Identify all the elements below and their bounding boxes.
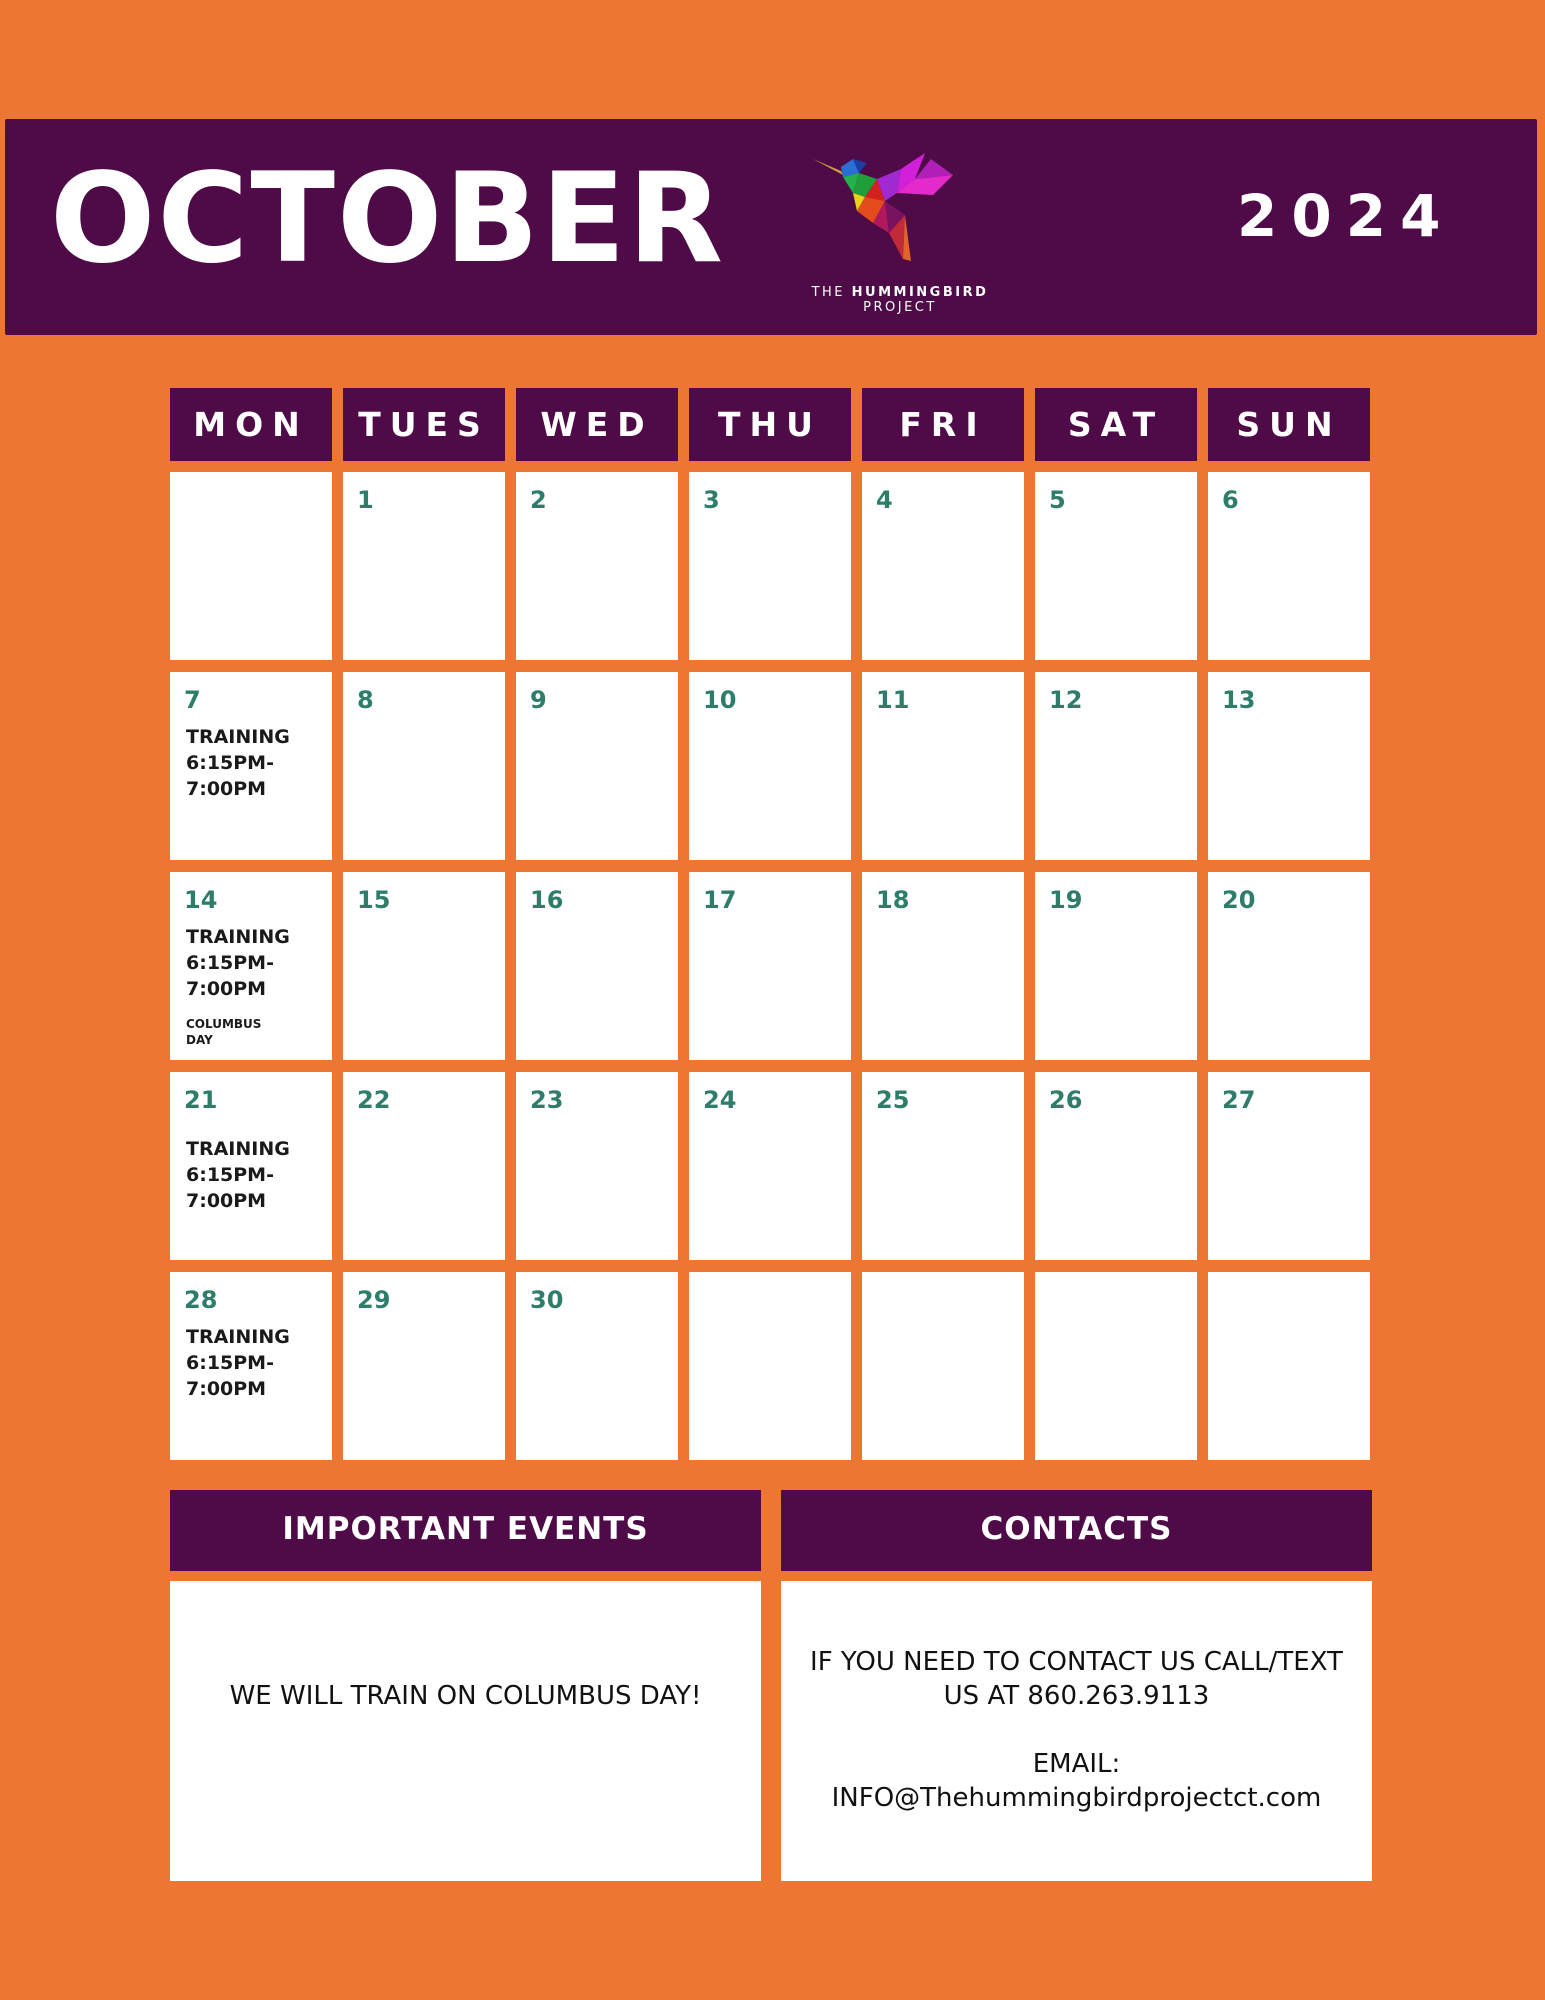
day-cell xyxy=(1035,1072,1197,1260)
day-cell xyxy=(1208,672,1370,860)
day-cell xyxy=(862,872,1024,1060)
note-line: DAY xyxy=(186,1033,213,1047)
day-cell xyxy=(1035,872,1197,1060)
day-cell xyxy=(1035,672,1197,860)
weekday-tues: TUES xyxy=(343,388,505,461)
day-cell xyxy=(516,872,678,1060)
weekday-thu: THU xyxy=(689,388,851,461)
day-cell xyxy=(862,1272,1024,1460)
note-line: COLUMBUS xyxy=(186,1017,262,1031)
event-line: 6:15PM- xyxy=(186,952,274,974)
day-number: 19 xyxy=(1049,886,1083,914)
day-cell xyxy=(170,1072,332,1260)
event-line: 6:15PM- xyxy=(186,1164,274,1186)
day-cell xyxy=(170,472,332,660)
event-line: TRAINING xyxy=(186,726,290,748)
day-number: 24 xyxy=(703,1086,737,1114)
day-number: 16 xyxy=(530,886,564,914)
day-number: 18 xyxy=(876,886,910,914)
important-events-heading: IMPORTANT EVENTS xyxy=(170,1490,761,1571)
day-number: 30 xyxy=(530,1286,564,1314)
event-line: 6:15PM- xyxy=(186,1352,274,1374)
day-cell xyxy=(516,672,678,860)
day-number: 14 xyxy=(184,886,218,914)
day-cell xyxy=(862,672,1024,860)
holiday-note xyxy=(186,1016,306,1048)
day-cell xyxy=(689,1072,851,1260)
hummingbird-logo-icon xyxy=(813,149,973,279)
day-cell xyxy=(343,1072,505,1260)
day-number: 2 xyxy=(530,486,547,514)
weekday-wed: WED xyxy=(516,388,678,461)
important-events-box xyxy=(170,1581,761,1881)
event-line: 6:15PM- xyxy=(186,752,274,774)
spacer xyxy=(781,1713,1372,1747)
day-number: 4 xyxy=(876,486,893,514)
day-cell xyxy=(343,1272,505,1460)
month-title: OCTOBER xyxy=(50,147,726,291)
day-number: 13 xyxy=(1222,686,1256,714)
day-cell xyxy=(1208,472,1370,660)
day-number: 15 xyxy=(357,886,391,914)
weekday-mon: MON xyxy=(170,388,332,461)
important-events-text: WE WILL TRAIN ON COLUMBUS DAY! xyxy=(229,1681,702,1711)
day-number: 23 xyxy=(530,1086,564,1114)
day-cell xyxy=(1035,472,1197,660)
event-line: TRAINING xyxy=(186,1138,290,1160)
event-line: 7:00PM xyxy=(186,1190,267,1212)
contacts-box xyxy=(781,1581,1372,1881)
day-number: 20 xyxy=(1222,886,1256,914)
logo-text: THE HUMMINGBIRD PROJECT xyxy=(811,285,989,315)
training-event xyxy=(186,724,336,802)
day-number: 11 xyxy=(876,686,910,714)
day-number: 25 xyxy=(876,1086,910,1114)
day-cell xyxy=(343,672,505,860)
contacts-line: IF YOU NEED TO CONTACT US CALL/TEXT xyxy=(810,1647,1343,1677)
day-cell xyxy=(1208,872,1370,1060)
day-cell xyxy=(1208,1272,1370,1460)
weekday-sun: SUN xyxy=(1208,388,1370,461)
contacts-heading: CONTACTS xyxy=(781,1490,1372,1571)
day-cell xyxy=(689,872,851,1060)
event-line: TRAINING xyxy=(186,926,290,948)
calendar-header xyxy=(5,119,1537,335)
day-cell xyxy=(862,1072,1024,1260)
contacts-email: INFO@Thehummingbirdprojectct.com xyxy=(831,1783,1322,1813)
day-cell xyxy=(343,472,505,660)
day-cell xyxy=(1208,1072,1370,1260)
day-number: 29 xyxy=(357,1286,391,1314)
day-number: 6 xyxy=(1222,486,1239,514)
day-number: 26 xyxy=(1049,1086,1083,1114)
day-number: 12 xyxy=(1049,686,1083,714)
day-cell xyxy=(1035,1272,1197,1460)
day-cell xyxy=(689,672,851,860)
event-line: 7:00PM xyxy=(186,978,267,1000)
day-cell xyxy=(516,1072,678,1260)
year-title: 2024 xyxy=(1237,182,1455,250)
day-number: 9 xyxy=(530,686,547,714)
weekday-sat: SAT xyxy=(1035,388,1197,461)
day-cell xyxy=(170,872,332,1060)
day-cell xyxy=(343,872,505,1060)
contacts-phone: US AT 860.263.9113 xyxy=(943,1681,1210,1711)
event-line: 7:00PM xyxy=(186,1378,267,1400)
day-number: 8 xyxy=(357,686,374,714)
day-cell xyxy=(170,672,332,860)
day-number: 28 xyxy=(184,1286,218,1314)
day-number: 17 xyxy=(703,886,737,914)
day-number: 3 xyxy=(703,486,720,514)
day-number: 1 xyxy=(357,486,374,514)
day-number: 7 xyxy=(184,686,201,714)
day-cell xyxy=(516,1272,678,1460)
contacts-text xyxy=(781,1645,1372,1815)
training-event xyxy=(186,1324,336,1402)
day-cell xyxy=(170,1272,332,1460)
day-cell xyxy=(689,1272,851,1460)
day-number: 27 xyxy=(1222,1086,1256,1114)
training-event xyxy=(186,1136,336,1214)
day-number: 22 xyxy=(357,1086,391,1114)
day-cell xyxy=(862,472,1024,660)
contacts-email-label: EMAIL: xyxy=(1032,1749,1121,1779)
event-line: 7:00PM xyxy=(186,778,267,800)
day-number: 10 xyxy=(703,686,737,714)
day-cell xyxy=(516,472,678,660)
day-cell xyxy=(689,472,851,660)
training-event xyxy=(186,924,336,1002)
weekday-fri: FRI xyxy=(862,388,1024,461)
day-number: 5 xyxy=(1049,486,1066,514)
day-number: 21 xyxy=(184,1086,218,1114)
event-line: TRAINING xyxy=(186,1326,290,1348)
